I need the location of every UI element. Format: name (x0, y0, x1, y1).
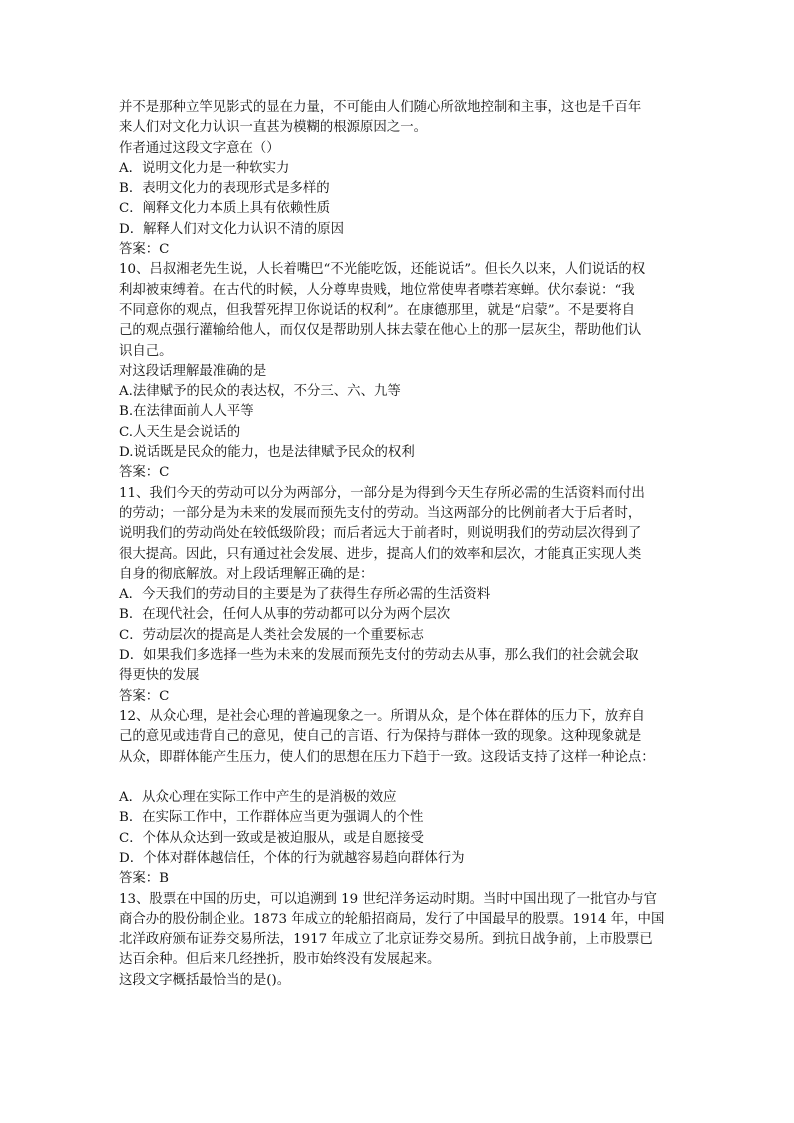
q10-option-d: D.说话既是民众的能力，也是法律赋予民众的权利 (119, 445, 415, 461)
q12-line-2: 己的意见或违背自己的意见，使自己的言语、行为保持与群体一致的现象。这种现象就是 (119, 729, 642, 745)
q10-line-3: 不同意你的观点，但我誓死捍卫你说话的权利”。在康德那里，就是“启蒙”。不是要将自 (119, 302, 635, 318)
q10-line-4: 己的观点强行灌输给他人，而仅仅是帮助别人抹去蒙在他心上的那一层灰尘，帮助他们认 (119, 323, 642, 339)
q11-line-5: 自身的彻底解放。对上段话理解正确的是： (119, 566, 374, 582)
q12-line-3: 从众，即群体能产生压力，使人们的思想在压力下趋于一致。这段话支持了这样一种论点： (119, 749, 655, 765)
q13-line-2: 商合办的股份制企业。1873 年成立的轮船招商局，发行了中国最早的股票。1914 年，中国 (119, 911, 665, 927)
intro-answer: 答案：C (119, 242, 170, 258)
q12-option-a: A．从众心理在实际工作中产生的是消极的效应 (119, 790, 397, 806)
intro-option-c: C．阐释文化力本质上具有依赖性质 (119, 201, 331, 217)
q12-option-d: D．个体对群体越信任，个体的行为就越容易趋向群体行为 (119, 850, 465, 866)
q11-answer: 答案：C (119, 688, 170, 704)
q11-option-b: B．在现代社会，任何人从事的劳动都可以分为两个层次 (119, 607, 451, 623)
q12-answer: 答案：B (119, 871, 170, 887)
intro-line-1: 并不是那种立竿见影式的显在力量，不可能由人们随心所欲地控制和主事，这也是千百年 (119, 100, 642, 115)
q10-line-1: 10、吕叔湘老先生说，人长着嘴巴“不光能吃饭，还能说话”。但长久以来，人们说话的权 (119, 262, 646, 278)
q13-line-1: 13、股票在中国的历史，可以追溯到 19 世纪洋务运动时期。当时中国出现了一批官办与官 (119, 891, 658, 907)
q11-line-4: 很大提高。因此，只有通过社会发展、进步，提高人们的效率和层次，才能真正实现人类 (119, 546, 642, 562)
q11-option-d: D．如果我们多选择一些为未来的发展而预先支付的劳动去从事，那么我们的社会就会取 (119, 648, 639, 664)
q13-line-3: 北洋政府颁布证券交易所法，1917 年成立了北京证券交易所。到抗日战争前，上市股票已 (119, 932, 653, 948)
q10-question: 对这段话理解最准确的是 (119, 363, 267, 379)
intro-option-d: D．解释人们对文化力认识不清的原因 (119, 221, 344, 237)
q10-option-c: C.人天生是会说话的 (119, 424, 241, 440)
q10-line-2: 利却被束缚着。在古代的时候，人分尊卑贵贱，地位常使卑者噤若寒蝉。伏尔泰说：“我 (119, 282, 635, 298)
intro-line-2: 来人们对文化力认识一直甚为模糊的根源原因之一。 (119, 120, 427, 136)
q10-option-b: B.在法律面前人人平等 (119, 404, 254, 420)
q11-line-2: 的劳动；一部分是为未来的发展而预先支付的劳动。当这两部分的比例前者大于后者时， (119, 505, 642, 521)
q11-option-c: C．劳动层次的提高是人类社会发展的一个重要标志 (119, 627, 424, 643)
q10-answer: 答案：C (119, 465, 170, 481)
intro-question: 作者通过这段文字意在（） (119, 140, 280, 156)
q13-question: 这段文字概括最恰当的是()。 (119, 972, 291, 988)
q10-line-5: 识自己。 (119, 343, 173, 359)
q11-option-d-cont: 得更快的发展 (119, 668, 200, 684)
q12-option-b: B．在实际工作中，工作群体应当更为强调人的个性 (119, 810, 424, 826)
intro-option-a: A．说明文化力是一种软实力 (119, 160, 290, 176)
q11-line-3: 说明我们的劳动尚处在较低级阶段；而后者远大于前者时，则说明我们的劳动层次得到了 (119, 526, 642, 542)
q12-line-1: 12、从众心理，是社会心理的普遍现象之一。所谓从众，是个体在群体的压力下，放弃自 (119, 708, 645, 724)
document-page (119, 98, 679, 991)
q13-line-4: 达百余种。但后来几经挫折，股市始终没有发展起来。 (119, 952, 441, 968)
q12-option-c: C．个体从众达到一致或是被迫服从，或是自愿接受 (119, 830, 424, 846)
q12-blank-line (119, 768, 679, 788)
intro-option-b: B．表明文化力的表现形式是多样的 (119, 181, 330, 197)
q11-line-1: 11、我们今天的劳动可以分为两部分，一部分是为得到今天生存所必需的生活资料而付出 (119, 485, 645, 501)
q11-option-a: A．今天我们的劳动目的主要是为了获得生存所必需的生活资料 (119, 587, 491, 603)
q10-option-a: A.法律赋予的民众的表达权，不分三、六、九等 (119, 384, 401, 400)
